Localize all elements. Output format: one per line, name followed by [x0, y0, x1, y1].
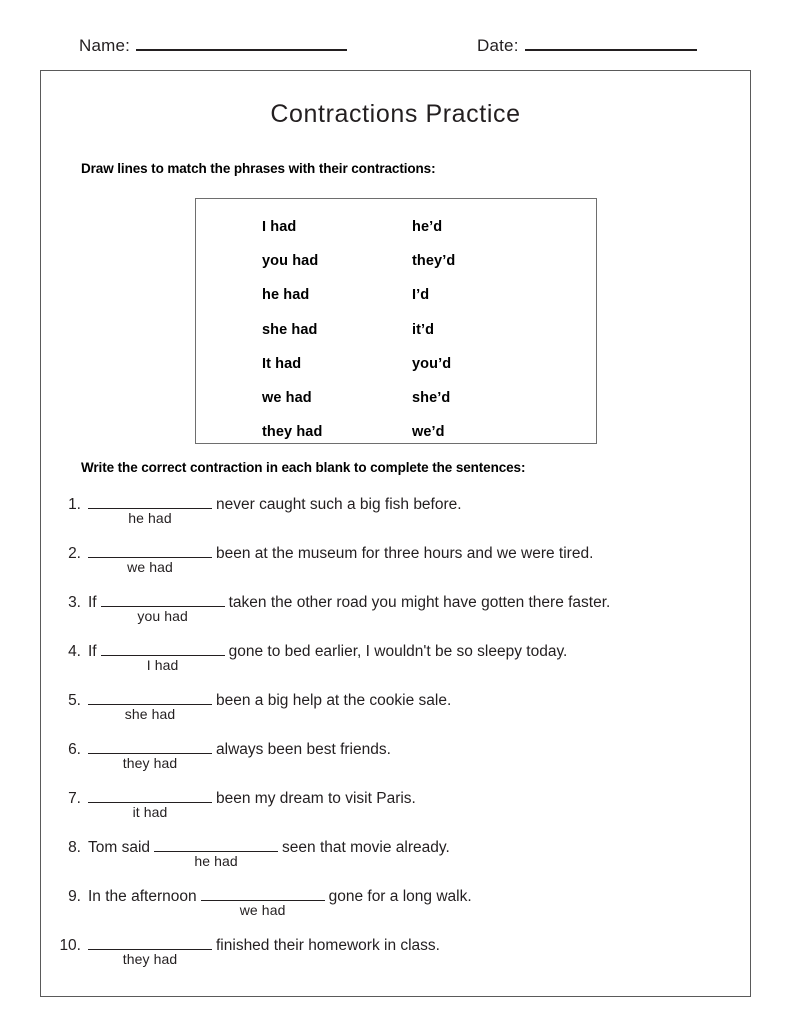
- blank-write-line[interactable]: [101, 594, 225, 607]
- worksheet-header: [0, 36, 791, 66]
- item-number: 6.: [68, 741, 81, 758]
- blank-answer-word: he had: [194, 853, 238, 869]
- blank-write-line[interactable]: [88, 545, 212, 558]
- answer-blank[interactable]: [88, 937, 212, 967]
- sentence-item: [41, 741, 750, 790]
- answer-blank[interactable]: [88, 741, 212, 771]
- blank-write-line[interactable]: [101, 643, 225, 656]
- sentence-post-text: finished their homework in class.: [216, 937, 440, 954]
- sentence-item: [41, 937, 750, 986]
- sentence-post-text: taken the other road you might have gotten there faster.: [228, 594, 611, 611]
- answer-blank[interactable]: [88, 496, 212, 526]
- match-phrase[interactable]: you had: [262, 253, 319, 270]
- sentence-post-text: been a big help at the cookie sale.: [216, 692, 452, 709]
- blank-answer-word: they had: [122, 755, 178, 771]
- blank-write-line[interactable]: [154, 839, 278, 852]
- blank-answer-word: you had: [137, 608, 188, 624]
- blank-answer-word: they had: [122, 951, 178, 967]
- date-field: [477, 36, 697, 56]
- match-phrase[interactable]: they had: [262, 424, 323, 441]
- item-number: 4.: [68, 643, 81, 660]
- item-number: 5.: [68, 692, 81, 709]
- name-field: [79, 36, 347, 56]
- blank-write-line[interactable]: [201, 888, 325, 901]
- name-label: Name:: [79, 36, 131, 55]
- sentence-pre-text: If: [88, 594, 97, 611]
- item-number: 7.: [68, 790, 81, 807]
- matching-row[interactable]: [196, 381, 596, 415]
- sentence-item: [41, 888, 750, 937]
- match-phrase[interactable]: we had: [262, 390, 312, 407]
- match-contraction[interactable]: they’d: [412, 253, 456, 270]
- matching-box[interactable]: [195, 198, 597, 444]
- name-write-line[interactable]: [136, 36, 347, 51]
- item-number: 9.: [68, 888, 81, 905]
- sentence-item: [41, 496, 750, 545]
- date-write-line[interactable]: [525, 36, 697, 51]
- sentence-pre-text: In the afternoon: [88, 888, 197, 905]
- fill-in-instruction: Write the correct contraction in each blank to complete the sentences:: [81, 460, 526, 475]
- date-label: Date:: [477, 36, 519, 55]
- blank-answer-word: she had: [124, 706, 176, 722]
- item-number: 3.: [68, 594, 81, 611]
- match-phrase[interactable]: she had: [262, 321, 318, 338]
- blank-answer-word: we had: [127, 559, 173, 575]
- page-title: Contractions Practice: [270, 100, 521, 128]
- sentence-pre-text: If: [88, 643, 97, 660]
- match-phrase[interactable]: It had: [262, 355, 302, 372]
- sentence-item: [41, 790, 750, 839]
- match-phrase[interactable]: he had: [262, 287, 310, 304]
- blank-answer-word: we had: [239, 902, 286, 918]
- answer-blank[interactable]: [101, 594, 225, 624]
- sentence-post-text: never caught such a big fish before.: [216, 496, 462, 513]
- worksheet-page-frame: [40, 70, 751, 997]
- sentence-item: [41, 545, 750, 594]
- blank-write-line[interactable]: [88, 741, 212, 754]
- matching-row[interactable]: [196, 347, 596, 381]
- sentence-item: [41, 594, 750, 643]
- sentence-pre-text: Tom said: [88, 839, 151, 856]
- match-contraction[interactable]: you’d: [412, 355, 452, 372]
- blank-write-line[interactable]: [88, 692, 212, 705]
- matching-row[interactable]: [196, 415, 596, 449]
- item-number: 8.: [68, 839, 81, 856]
- match-contraction[interactable]: she’d: [412, 390, 451, 407]
- blank-answer-word: it had: [132, 804, 168, 820]
- sentence-item: [41, 839, 750, 888]
- match-contraction[interactable]: he’d: [412, 219, 443, 236]
- sentence-post-text: seen that movie already.: [282, 839, 450, 856]
- answer-blank[interactable]: [88, 692, 212, 722]
- sentence-item: [41, 692, 750, 741]
- blank-write-line[interactable]: [88, 937, 212, 950]
- blank-answer-word: I had: [146, 657, 179, 673]
- matching-row-list: [196, 210, 596, 449]
- matching-instruction: Draw lines to match the phrases with their contractions:: [81, 161, 436, 176]
- sentence-item: [41, 643, 750, 692]
- blank-answer-word: he had: [128, 510, 172, 526]
- item-number: 2.: [68, 545, 81, 562]
- match-phrase[interactable]: I had: [262, 219, 297, 236]
- blank-write-line[interactable]: [88, 496, 212, 509]
- answer-blank[interactable]: [88, 545, 212, 575]
- match-contraction[interactable]: we’d: [412, 424, 445, 441]
- item-number: 1.: [68, 496, 81, 513]
- sentence-post-text: always been best friends.: [216, 741, 391, 758]
- match-contraction[interactable]: it’d: [412, 321, 435, 338]
- answer-blank[interactable]: [101, 643, 225, 673]
- sentence-post-text: gone for a long walk.: [328, 888, 472, 905]
- match-contraction[interactable]: I’d: [412, 287, 430, 304]
- sentence-list: [41, 496, 750, 986]
- item-number: 10.: [59, 937, 81, 954]
- blank-write-line[interactable]: [88, 790, 212, 803]
- matching-row[interactable]: [196, 278, 596, 312]
- matching-row[interactable]: [196, 210, 596, 244]
- sentence-post-text: been at the museum for three hours and we were tired.: [216, 545, 594, 562]
- answer-blank[interactable]: [88, 790, 212, 820]
- matching-row[interactable]: [196, 313, 596, 347]
- sentence-post-text: been my dream to visit Paris.: [216, 790, 416, 807]
- answer-blank[interactable]: [201, 888, 325, 918]
- matching-row[interactable]: [196, 244, 596, 278]
- sentence-post-text: gone to bed earlier, I wouldn't be so sleepy today.: [228, 643, 568, 660]
- answer-blank[interactable]: [154, 839, 278, 869]
